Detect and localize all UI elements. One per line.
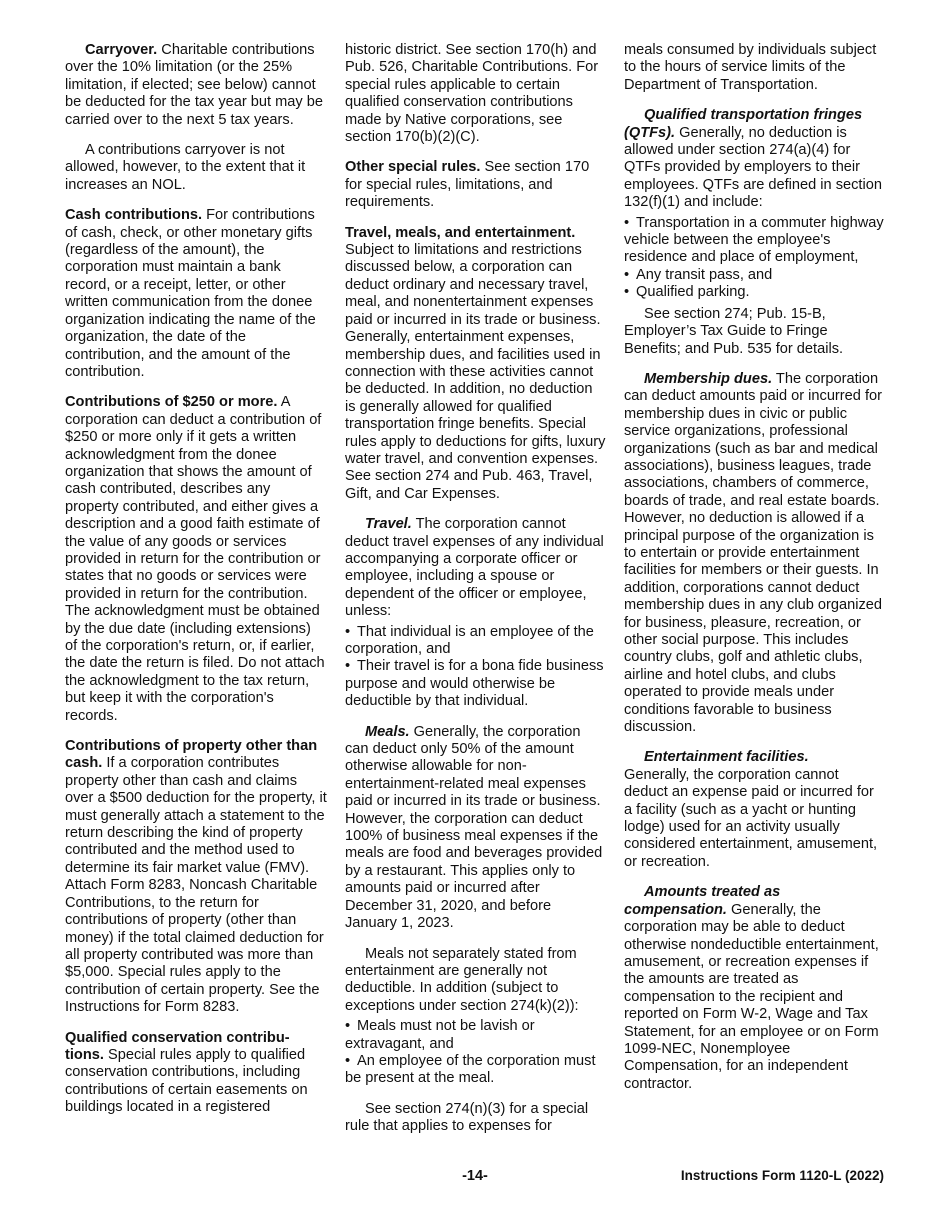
column-2 — [345, 42, 607, 1149]
meals-paragraph: Meals. Generally, the corporation can deduct only 50% of the amount otherwise allowable for non-entertainment-related meal expenses paid or incurred in its trade or business. However, the corporation can deduct 100% of business meal expenses if the meals are food and beverages provided by a restaurant. This applies only to amounts paid or incurred after December 31, 2020, and before January 1, 2023. — [345, 723, 603, 932]
amounts-compensation-paragraph: Amounts treated as compensation. Generally, the corporation may be able to deduct otherwise nondeductible entertainment, amusement, or recreation expenses if the amounts are treated as compensation to the recipient and reported on Form W-2, Wage and Tax Statement, for an employee or on Form 1099-NEC, Nonemployee Compensation, for an independent contractor. — [624, 884, 879, 1092]
meals-see-section: See section 274(n)(3) for a special rule that applies to expenses for — [345, 1100, 589, 1135]
list-item: • Qualified parking. — [624, 284, 886, 301]
membership-dues-heading: Membership dues. — [644, 370, 773, 387]
amounts-compensation-heading: Amounts treated as compensation. — [624, 884, 781, 918]
cash-contributions-heading: Cash contributions. — [65, 207, 203, 224]
meals-heading: Meals. — [365, 723, 410, 740]
membership-dues-paragraph: Membership dues. The corporation can deduct amounts paid or incurred for membership dues in civic or public service organizations, professional organizations (such as bar and medical associations), business leagues, trade associations, chambers of commerce, boards of trade, and real estate boards. However, no deduction is allowed if a principal purpose of the organization is to entertain or provide entertainment facilities for members or their guests. In addition, corporations cannot deduct membership dues in any club organized for business, pleasure, recreation, or other social purpose. This includes country clubs, golf and athletic clubs, airline and hotel clubs, and clubs operated to provide meals under conditions favorable to business discussion. — [624, 370, 882, 736]
other-special-rules-paragraph: Other special rules. See section 170 for special rules, limitations, and requirements. — [345, 159, 590, 211]
carryover-note: A contributions carryover is not allowed, however, to the extent that it increases an NOL. — [65, 142, 306, 193]
meals-note: Meals not separately stated from entertainment are generally not deductible. In addition (subject to exceptions under section 274(k)(2)): — [345, 945, 579, 1014]
cash-contributions-paragraph: Cash contributions. For contributions of cash, check, or other monetary gifts (regardless of the amount), the corporation must maintain a bank record, or a receipt, letter, or other written communication from the donee organization indicating the name of the organization, the date of the contribution, and the amount of the contribution. — [65, 207, 316, 380]
list-item: • That individual is an employee of the corporation, and — [345, 624, 607, 659]
contributions-250-heading: Contributions of $250 or more. — [65, 394, 278, 411]
entertainment-facilities-heading: Entertainment facilities. — [644, 749, 809, 766]
property-contributions-heading: Contributions of property other than cash. — [65, 738, 318, 772]
page-number: -14- — [462, 1168, 488, 1184]
qtf-heading: Qualified transportation fringes (QTFs). — [624, 107, 863, 141]
other-special-rules-heading: Other special rules. — [345, 159, 481, 176]
qualified-conservation-paragraph: Qualified conservation contribu-tions. Special rules apply to qualified conservation contributions, including contributions of certain easements on buildings located in a registered — [65, 1029, 308, 1116]
list-item: • Their travel is for a bona fide business purpose and would otherwise be deductible by that individual. — [345, 658, 607, 710]
qualified-conservation-continued: historic district. See section 170(h) and Pub. 526, Charitable Contributions. For special rules applicable to certain qualified conservation contributions made by Native corporations, see section 170(b)(2)(C). — [345, 42, 599, 146]
property-contributions-paragraph: Contributions of property other than cash. If a corporation contributes property other than cash and claims over a $500 deduction for the property, it must generally attach a statement to the return describing the kind of property contributed and the method used to determine its fair market value (FMV). Attach Form 8283, Noncash Charitable Contributions, to the return for contributions of property (other than money) if the total claimed deduction for all property contributed was more than $5,000. Special rules apply to the contribution of certain property. See the Instructions for Form 8283. — [65, 738, 327, 1016]
list-item: • An employee of the corporation must be present at the meal. — [345, 1053, 607, 1088]
travel-paragraph: Travel. The corporation cannot deduct travel expenses of any individual accompanying a corporate officer or employee, including a spouse or dependent of the officer or employee, unless: — [345, 516, 604, 620]
form-title-footer: Instructions Form 1120-L (2022) — [680, 1168, 884, 1183]
qtf-paragraph: Qualified transportation fringes (QTFs). Generally, no deduction is allowed under section 274(a)(4) for QTFs provided by employers to their employees. QTFs are defined in section 132(f)(1) and include: — [624, 107, 882, 211]
qtf-see-section: See section 274; Pub. 15-B, Employer’s Tax Guide to Fringe Benefits; and Pub. 535 for details. — [624, 305, 844, 357]
entertainment-facilities-paragraph: Entertainment facilities. Generally, the corporation cannot deduct an expense paid or incurred for a facility (such as a yacht or hunting lodge) used for an activity usually considered entertainment, amusement, or recreation. — [624, 749, 886, 871]
meals-continued: meals consumed by individuals subject to the hours of service limits of the Department of Transportation. — [624, 42, 877, 93]
travel-meals-entertainment-heading: Travel, meals, and entertainment. — [345, 224, 576, 241]
list-item: • Meals must not be lavish or extravagant, and — [345, 1018, 607, 1053]
column-3 — [624, 42, 886, 1106]
list-item: • Any transit pass, and — [624, 267, 886, 284]
carryover-paragraph: Carryover. Charitable contributions over the 10% limitation (or the 25% limitation, if elected; see below) cannot be deducted for the tax year but may be carried over to the next 5 tax years. — [65, 42, 323, 128]
contributions-250-paragraph: Contributions of $250 or more. A corporation can deduct a contribution of $250 or more only if it gets a written acknowledgment from the donee organization that shows the amount of cash contributed, describes any property contributed, and either gives a description and a good faith estimate of the value of any goods or services provided in return for the contribution or states that no goods or services were provided in return for the contribution. The acknowledgment must be obtained by the due date (including extensions) of the corporation's return, or, if earlier, the date the return is filed. Do not attach the acknowledgment to the tax return, but keep it with the corporation's records. — [65, 394, 325, 724]
qualified-conservation-heading: Qualified conservation contribu-tions. — [65, 1029, 290, 1063]
column-1 — [65, 42, 327, 1130]
travel-meals-entertainment-paragraph: Travel, meals, and entertainment. Subject to limitations and restrictions discussed below, a corporation can deduct ordinary and necessary travel, meal, and nonentertainment expenses paid or incurred in its trade or business. Generally, entertainment expenses, membership dues, and facilities used in connection with these activities cannot be deducted. In addition, no deduction is generally allowed for qualified transportation fringe benefits. Special rules apply to deductions for gifts, luxury water travel, and convention expenses. See section 274 and Pub. 463, Travel, Gift, and Car Expenses. — [345, 224, 606, 502]
list-item: • Transportation in a commuter highway vehicle between the employee's residence and place of employment, — [624, 215, 886, 267]
travel-heading: Travel. — [365, 516, 412, 533]
carryover-heading: Carryover. — [85, 42, 158, 58]
